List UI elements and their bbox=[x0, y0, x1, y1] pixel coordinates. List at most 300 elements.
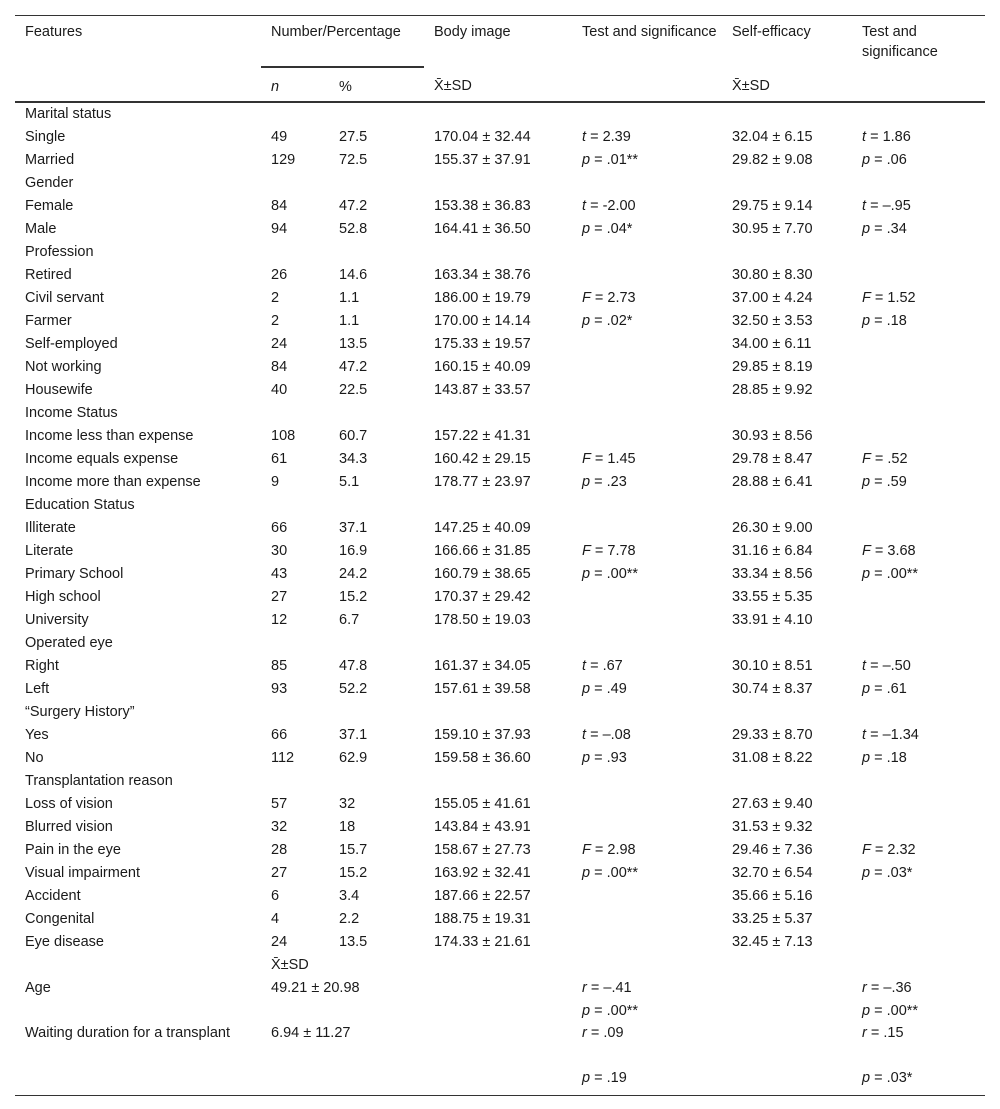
cell-body-image bbox=[424, 241, 572, 264]
cell-percent: 37.1 bbox=[339, 520, 368, 536]
cell-self-test bbox=[852, 609, 985, 632]
cell-body-test: F = 1.45 bbox=[582, 451, 636, 467]
cell-self-test: t = –.95 bbox=[862, 198, 911, 214]
cell-self-test: p = .06 bbox=[862, 152, 907, 168]
table-row bbox=[15, 839, 985, 862]
cell-self-test: F = 1.52 bbox=[862, 290, 916, 306]
cell-self-test bbox=[852, 333, 985, 356]
cell-body-image: 164.41 ± 36.50 bbox=[434, 221, 531, 237]
cell-self-efficacy: 31.08 ± 8.22 bbox=[732, 750, 813, 766]
cell-n: 24 bbox=[271, 336, 288, 352]
table-row bbox=[15, 379, 985, 402]
row-label: Left bbox=[25, 681, 50, 697]
row-label: Income less than expense bbox=[25, 428, 194, 444]
cell-body-test bbox=[572, 264, 722, 287]
table-row bbox=[15, 356, 985, 379]
cell-self-test bbox=[852, 425, 985, 448]
cell-n bbox=[261, 402, 329, 425]
row-label: Right bbox=[25, 658, 59, 674]
table-row bbox=[15, 793, 985, 816]
table-row bbox=[15, 517, 985, 540]
cell-body-test bbox=[572, 816, 722, 839]
table-row bbox=[15, 885, 985, 908]
cell-self-test bbox=[852, 494, 985, 517]
cell-body-test bbox=[572, 356, 722, 379]
table-row bbox=[15, 241, 985, 264]
cell-self-efficacy: 30.80 ± 8.30 bbox=[732, 267, 813, 283]
cell-n: 27 bbox=[271, 589, 288, 605]
cell-body-test: p = .04* bbox=[582, 221, 633, 237]
cell-percent: 15.2 bbox=[339, 589, 368, 605]
cell-percent: 72.5 bbox=[339, 152, 368, 168]
header-row-1 bbox=[15, 16, 985, 68]
cell-body-test: F = 2.98 bbox=[582, 842, 636, 858]
cell-self-efficacy: 33.55 ± 5.35 bbox=[732, 589, 813, 605]
header-number-percentage: Number/Percentage bbox=[261, 16, 424, 68]
cell-self-efficacy: 27.63 ± 9.40 bbox=[732, 796, 813, 812]
cell-self-test bbox=[852, 701, 985, 724]
cell-body-image: 153.38 ± 36.83 bbox=[434, 198, 531, 214]
cell-percent: 32 bbox=[339, 796, 356, 812]
cell-body-image bbox=[424, 770, 572, 793]
row-label: High school bbox=[25, 589, 101, 605]
row-label: Income Status bbox=[25, 405, 118, 421]
cell-n bbox=[261, 172, 329, 195]
cell-self-test bbox=[852, 402, 985, 425]
cell-percent: 18 bbox=[339, 819, 356, 835]
waiting-r-self: r = .15 bbox=[862, 1025, 904, 1041]
cell-self-efficacy: 32.50 ± 3.53 bbox=[732, 313, 813, 329]
cell-self-test: p = .03* bbox=[862, 865, 913, 881]
cell-self-efficacy: 33.34 ± 8.56 bbox=[732, 566, 813, 582]
table-row bbox=[15, 540, 985, 563]
cell-self-test: F = 3.68 bbox=[862, 543, 916, 559]
cell-self-test bbox=[852, 517, 985, 540]
table-row bbox=[15, 264, 985, 287]
table-row bbox=[15, 333, 985, 356]
table-row bbox=[15, 724, 985, 747]
row-label: Accident bbox=[25, 888, 81, 904]
row-label: Female bbox=[25, 198, 74, 214]
cell-body-test: p = .02* bbox=[582, 313, 633, 329]
cell-self-efficacy: 30.93 ± 8.56 bbox=[732, 428, 813, 444]
cell-percent: 13.5 bbox=[339, 336, 368, 352]
cell-self-test: t = –.50 bbox=[862, 658, 911, 674]
cell-self-efficacy: 28.88 ± 6.41 bbox=[732, 474, 813, 490]
cell-percent: 24.2 bbox=[339, 566, 368, 582]
table-row bbox=[15, 770, 985, 793]
cell-self-test: p = .00** bbox=[862, 566, 919, 582]
cell-self-test bbox=[852, 241, 985, 264]
cell-self-test bbox=[852, 172, 985, 195]
cell-self-efficacy: 29.75 ± 9.14 bbox=[732, 198, 813, 214]
row-label: Congenital bbox=[25, 911, 95, 927]
cell-body-image: 155.05 ± 41.61 bbox=[434, 796, 531, 812]
continuous-mean-sd-label: X̄±SD bbox=[271, 957, 309, 973]
cell-body-test bbox=[572, 931, 722, 954]
cell-n: 84 bbox=[271, 359, 288, 375]
cell-percent: 1.1 bbox=[339, 313, 360, 329]
row-label: Self-employed bbox=[25, 336, 118, 352]
cell-body-test bbox=[572, 609, 722, 632]
waiting-label: Waiting duration for a transplant bbox=[25, 1025, 230, 1041]
row-label: Primary School bbox=[25, 566, 124, 582]
cell-body-test: p = .93 bbox=[582, 750, 627, 766]
cell-body-test: t = .67 bbox=[582, 658, 623, 674]
row-label: Profession bbox=[25, 244, 94, 260]
header-test-significance-2: Test and significance bbox=[852, 16, 985, 68]
cell-body-image: 159.10 ± 37.93 bbox=[434, 727, 531, 743]
row-label: Income more than expense bbox=[25, 474, 201, 490]
cell-percent: 47.2 bbox=[339, 198, 368, 214]
cell-body-test bbox=[572, 379, 722, 402]
cell-self-test bbox=[852, 793, 985, 816]
cell-self-test bbox=[852, 770, 985, 793]
cell-body-image: 170.04 ± 32.44 bbox=[434, 129, 531, 145]
row-label: Loss of vision bbox=[25, 796, 113, 812]
age-r-body: r = –.41 bbox=[582, 980, 632, 996]
cell-n: 84 bbox=[271, 198, 288, 214]
header-mean-sd-body: X̄±SD bbox=[424, 67, 572, 102]
header-mean-sd-self: X̄±SD bbox=[722, 67, 852, 102]
cell-self-test bbox=[852, 632, 985, 655]
cell-percent: 62.9 bbox=[339, 750, 368, 766]
cell-n: 66 bbox=[271, 520, 288, 536]
cell-body-image: 174.33 ± 21.61 bbox=[434, 934, 531, 950]
header-body-image: Body image bbox=[424, 16, 572, 68]
cell-body-test bbox=[572, 885, 722, 908]
cell-self-efficacy bbox=[722, 172, 852, 195]
table-row bbox=[15, 218, 985, 241]
cell-percent: 34.3 bbox=[339, 451, 368, 467]
cell-self-test bbox=[852, 931, 985, 954]
table-row bbox=[15, 287, 985, 310]
cell-self-test: p = .18 bbox=[862, 750, 907, 766]
age-label: Age bbox=[25, 980, 51, 996]
cell-n: 30 bbox=[271, 543, 288, 559]
table-row bbox=[15, 102, 985, 126]
table-row-waiting-p bbox=[15, 1067, 985, 1096]
cell-body-image: 175.33 ± 19.57 bbox=[434, 336, 531, 352]
cell-n: 28 bbox=[271, 842, 288, 858]
cell-n: 129 bbox=[271, 152, 296, 168]
cell-n: 2 bbox=[271, 290, 280, 306]
cell-self-test: p = .61 bbox=[862, 681, 907, 697]
row-label: Male bbox=[25, 221, 57, 237]
cell-body-image: 161.37 ± 34.05 bbox=[434, 658, 531, 674]
cell-self-efficacy: 32.70 ± 6.54 bbox=[732, 865, 813, 881]
cell-self-efficacy: 29.85 ± 8.19 bbox=[732, 359, 813, 375]
table-row bbox=[15, 908, 985, 931]
cell-percent bbox=[329, 701, 424, 724]
cell-self-efficacy: 31.16 ± 6.84 bbox=[732, 543, 813, 559]
cell-self-efficacy: 32.45 ± 7.13 bbox=[732, 934, 813, 950]
cell-percent: 2.2 bbox=[339, 911, 360, 927]
cell-percent bbox=[329, 241, 424, 264]
table-row bbox=[15, 609, 985, 632]
table-row bbox=[15, 402, 985, 425]
table-row-age-p bbox=[15, 1000, 985, 1023]
cell-self-test bbox=[852, 816, 985, 839]
cell-n: 40 bbox=[271, 382, 288, 398]
cell-body-image: 188.75 ± 19.31 bbox=[434, 911, 531, 927]
cell-body-test bbox=[572, 586, 722, 609]
cell-self-test bbox=[852, 908, 985, 931]
row-label: No bbox=[25, 750, 44, 766]
cell-self-efficacy bbox=[722, 770, 852, 793]
cell-self-test bbox=[852, 264, 985, 287]
cell-body-image: 147.25 ± 40.09 bbox=[434, 520, 531, 536]
cell-body-image: 170.37 ± 29.42 bbox=[434, 589, 531, 605]
cell-n bbox=[261, 241, 329, 264]
table-row bbox=[15, 126, 985, 149]
cell-percent: 1.1 bbox=[339, 290, 360, 306]
cell-n: 27 bbox=[271, 865, 288, 881]
row-label: Gender bbox=[25, 175, 74, 191]
cell-body-image bbox=[424, 102, 572, 126]
cell-body-test: F = 2.73 bbox=[582, 290, 636, 306]
cell-body-image: 143.87 ± 33.57 bbox=[434, 382, 531, 398]
cell-self-test: t = –1.34 bbox=[862, 727, 919, 743]
row-label: Visual impairment bbox=[25, 865, 140, 881]
table-row bbox=[15, 448, 985, 471]
cell-self-efficacy: 28.85 ± 9.92 bbox=[732, 382, 813, 398]
cell-body-test: t = –.08 bbox=[582, 727, 631, 743]
cell-n: 49 bbox=[271, 129, 288, 145]
cell-body-test bbox=[572, 770, 722, 793]
cell-self-efficacy: 30.10 ± 8.51 bbox=[732, 658, 813, 674]
cell-percent: 13.5 bbox=[339, 934, 368, 950]
cell-percent: 6.7 bbox=[339, 612, 360, 628]
cell-percent: 60.7 bbox=[339, 428, 368, 444]
row-label: Illiterate bbox=[25, 520, 76, 536]
table-row bbox=[15, 747, 985, 770]
cell-body-image: 166.66 ± 31.85 bbox=[434, 543, 531, 559]
table-row bbox=[15, 655, 985, 678]
table-row bbox=[15, 816, 985, 839]
cell-percent: 27.5 bbox=[339, 129, 368, 145]
row-label: “Surgery History” bbox=[25, 704, 135, 720]
cell-body-image: 157.22 ± 41.31 bbox=[434, 428, 531, 444]
cell-n: 93 bbox=[271, 681, 288, 697]
cell-n bbox=[261, 770, 329, 793]
cell-n: 26 bbox=[271, 267, 288, 283]
row-label: Retired bbox=[25, 267, 72, 283]
header-test-significance-1: Test and significance bbox=[572, 16, 722, 68]
cell-percent: 52.2 bbox=[339, 681, 368, 697]
cell-body-image: 160.79 ± 38.65 bbox=[434, 566, 531, 582]
row-label: University bbox=[25, 612, 89, 628]
cell-self-efficacy bbox=[722, 241, 852, 264]
table-row bbox=[15, 471, 985, 494]
table-row bbox=[15, 494, 985, 517]
waiting-r-body: r = .09 bbox=[582, 1025, 624, 1041]
cell-body-image: 160.15 ± 40.09 bbox=[434, 359, 531, 375]
cell-self-efficacy bbox=[722, 494, 852, 517]
cell-n: 9 bbox=[271, 474, 280, 490]
header-percent: % bbox=[329, 67, 424, 102]
cell-body-test bbox=[572, 632, 722, 655]
row-label: Transplantation reason bbox=[25, 773, 173, 789]
cell-self-efficacy: 37.00 ± 4.24 bbox=[732, 290, 813, 306]
cell-self-efficacy: 26.30 ± 9.00 bbox=[732, 520, 813, 536]
cell-body-test bbox=[572, 517, 722, 540]
cell-n bbox=[261, 102, 329, 126]
table-row bbox=[15, 195, 985, 218]
cell-n: 12 bbox=[271, 612, 288, 628]
age-p-self: p = .00** bbox=[862, 1003, 919, 1019]
row-label: Income equals expense bbox=[25, 451, 179, 467]
cell-self-efficacy: 33.25 ± 5.37 bbox=[732, 911, 813, 927]
row-label: Married bbox=[25, 152, 75, 168]
row-label: Not working bbox=[25, 359, 102, 375]
cell-self-test bbox=[852, 379, 985, 402]
cell-body-image: 178.77 ± 23.97 bbox=[434, 474, 531, 490]
cell-n: 57 bbox=[271, 796, 288, 812]
cell-percent bbox=[329, 494, 424, 517]
cell-body-image: 159.58 ± 36.60 bbox=[434, 750, 531, 766]
table-row-age bbox=[15, 977, 985, 1000]
cell-self-efficacy: 30.95 ± 7.70 bbox=[732, 221, 813, 237]
cell-body-test bbox=[572, 102, 722, 126]
cell-percent bbox=[329, 172, 424, 195]
age-value: 49.21 ± 20.98 bbox=[271, 980, 360, 996]
cell-self-efficacy: 30.74 ± 8.37 bbox=[732, 681, 813, 697]
cell-body-image: 155.37 ± 37.91 bbox=[434, 152, 531, 168]
cell-body-test bbox=[572, 701, 722, 724]
cell-percent: 37.1 bbox=[339, 727, 368, 743]
cell-n: 108 bbox=[271, 428, 296, 444]
cell-percent: 14.6 bbox=[339, 267, 368, 283]
cell-body-image: 157.61 ± 39.58 bbox=[434, 681, 531, 697]
cell-n bbox=[261, 494, 329, 517]
table-row bbox=[15, 563, 985, 586]
cell-self-test: F = .52 bbox=[862, 451, 908, 467]
table-body bbox=[15, 102, 985, 954]
cell-self-efficacy: 29.78 ± 8.47 bbox=[732, 451, 813, 467]
cell-n: 94 bbox=[271, 221, 288, 237]
cell-body-image bbox=[424, 172, 572, 195]
cell-self-efficacy: 29.33 ± 8.70 bbox=[732, 727, 813, 743]
cell-body-test bbox=[572, 333, 722, 356]
table-row bbox=[15, 586, 985, 609]
cell-body-image: 178.50 ± 19.03 bbox=[434, 612, 531, 628]
cell-self-test bbox=[852, 102, 985, 126]
cell-body-image: 186.00 ± 19.79 bbox=[434, 290, 531, 306]
cell-n: 32 bbox=[271, 819, 288, 835]
row-label: Yes bbox=[25, 727, 49, 743]
table-row bbox=[15, 954, 985, 977]
cell-body-image bbox=[424, 701, 572, 724]
row-label: Pain in the eye bbox=[25, 842, 121, 858]
cell-body-test bbox=[572, 793, 722, 816]
cell-self-efficacy bbox=[722, 701, 852, 724]
cell-body-image bbox=[424, 632, 572, 655]
table-row bbox=[15, 862, 985, 885]
cell-body-test bbox=[572, 908, 722, 931]
cell-body-test: t = -2.00 bbox=[582, 198, 636, 214]
cell-percent: 22.5 bbox=[339, 382, 368, 398]
cell-body-test: p = .00** bbox=[582, 566, 639, 582]
table-row bbox=[15, 678, 985, 701]
row-label: Blurred vision bbox=[25, 819, 113, 835]
cell-self-efficacy bbox=[722, 402, 852, 425]
cell-percent bbox=[329, 632, 424, 655]
cell-body-image: 158.67 ± 27.73 bbox=[434, 842, 531, 858]
header-n: n bbox=[261, 67, 329, 102]
cell-n: 4 bbox=[271, 911, 280, 927]
waiting-p-body: p = .19 bbox=[572, 1067, 722, 1096]
cell-self-efficacy: 31.53 ± 9.32 bbox=[732, 819, 813, 835]
cell-self-efficacy: 29.46 ± 7.36 bbox=[732, 842, 813, 858]
cell-n bbox=[261, 632, 329, 655]
cell-percent: 3.4 bbox=[339, 888, 360, 904]
cell-self-test: p = .18 bbox=[862, 313, 907, 329]
cell-body-test: p = .00** bbox=[582, 865, 639, 881]
header-self-efficacy: Self-efficacy bbox=[722, 16, 852, 68]
cell-body-test bbox=[572, 402, 722, 425]
table-row bbox=[15, 931, 985, 954]
cell-body-image: 160.42 ± 29.15 bbox=[434, 451, 531, 467]
cell-body-test bbox=[572, 172, 722, 195]
cell-self-test: p = .34 bbox=[862, 221, 907, 237]
cell-self-efficacy: 29.82 ± 9.08 bbox=[732, 152, 813, 168]
cell-percent: 16.9 bbox=[339, 543, 368, 559]
cell-body-image: 143.84 ± 43.91 bbox=[434, 819, 531, 835]
cell-self-efficacy bbox=[722, 102, 852, 126]
row-label: Literate bbox=[25, 543, 74, 559]
row-label: Farmer bbox=[25, 313, 72, 329]
age-p-body: p = .00** bbox=[582, 1003, 639, 1019]
row-label: Marital status bbox=[25, 106, 112, 122]
cell-percent bbox=[329, 102, 424, 126]
cell-self-test: F = 2.32 bbox=[862, 842, 916, 858]
cell-body-image bbox=[424, 402, 572, 425]
cell-n: 112 bbox=[271, 750, 295, 766]
row-label: Single bbox=[25, 129, 66, 145]
cell-self-test bbox=[852, 586, 985, 609]
cell-body-image: 163.34 ± 38.76 bbox=[434, 267, 531, 283]
cell-body-test: p = .23 bbox=[582, 474, 627, 490]
results-table bbox=[15, 15, 985, 1096]
cell-body-test bbox=[572, 241, 722, 264]
cell-self-test bbox=[852, 356, 985, 379]
cell-self-efficacy: 34.00 ± 6.11 bbox=[732, 336, 812, 352]
table-row-waiting bbox=[15, 1023, 985, 1067]
cell-n: 2 bbox=[271, 313, 280, 329]
table-row bbox=[15, 149, 985, 172]
waiting-value: 6.94 ± 11.27 bbox=[271, 1025, 351, 1041]
cell-percent bbox=[329, 402, 424, 425]
row-label: Education Status bbox=[25, 497, 135, 513]
cell-percent: 5.1 bbox=[339, 474, 360, 490]
table-row bbox=[15, 701, 985, 724]
cell-percent: 15.7 bbox=[339, 842, 368, 858]
cell-self-efficacy: 33.91 ± 4.10 bbox=[732, 612, 813, 628]
cell-n: 6 bbox=[271, 888, 280, 904]
age-r-self: r = –.36 bbox=[862, 980, 912, 996]
cell-body-image bbox=[424, 494, 572, 517]
cell-percent: 15.2 bbox=[339, 865, 368, 881]
cell-n: 24 bbox=[271, 934, 288, 950]
cell-body-test bbox=[572, 494, 722, 517]
table-row bbox=[15, 632, 985, 655]
row-label: Housewife bbox=[25, 382, 93, 398]
cell-body-test bbox=[572, 425, 722, 448]
cell-self-efficacy: 35.66 ± 5.16 bbox=[732, 888, 813, 904]
cell-self-efficacy: 32.04 ± 6.15 bbox=[732, 129, 813, 145]
cell-percent bbox=[329, 770, 424, 793]
